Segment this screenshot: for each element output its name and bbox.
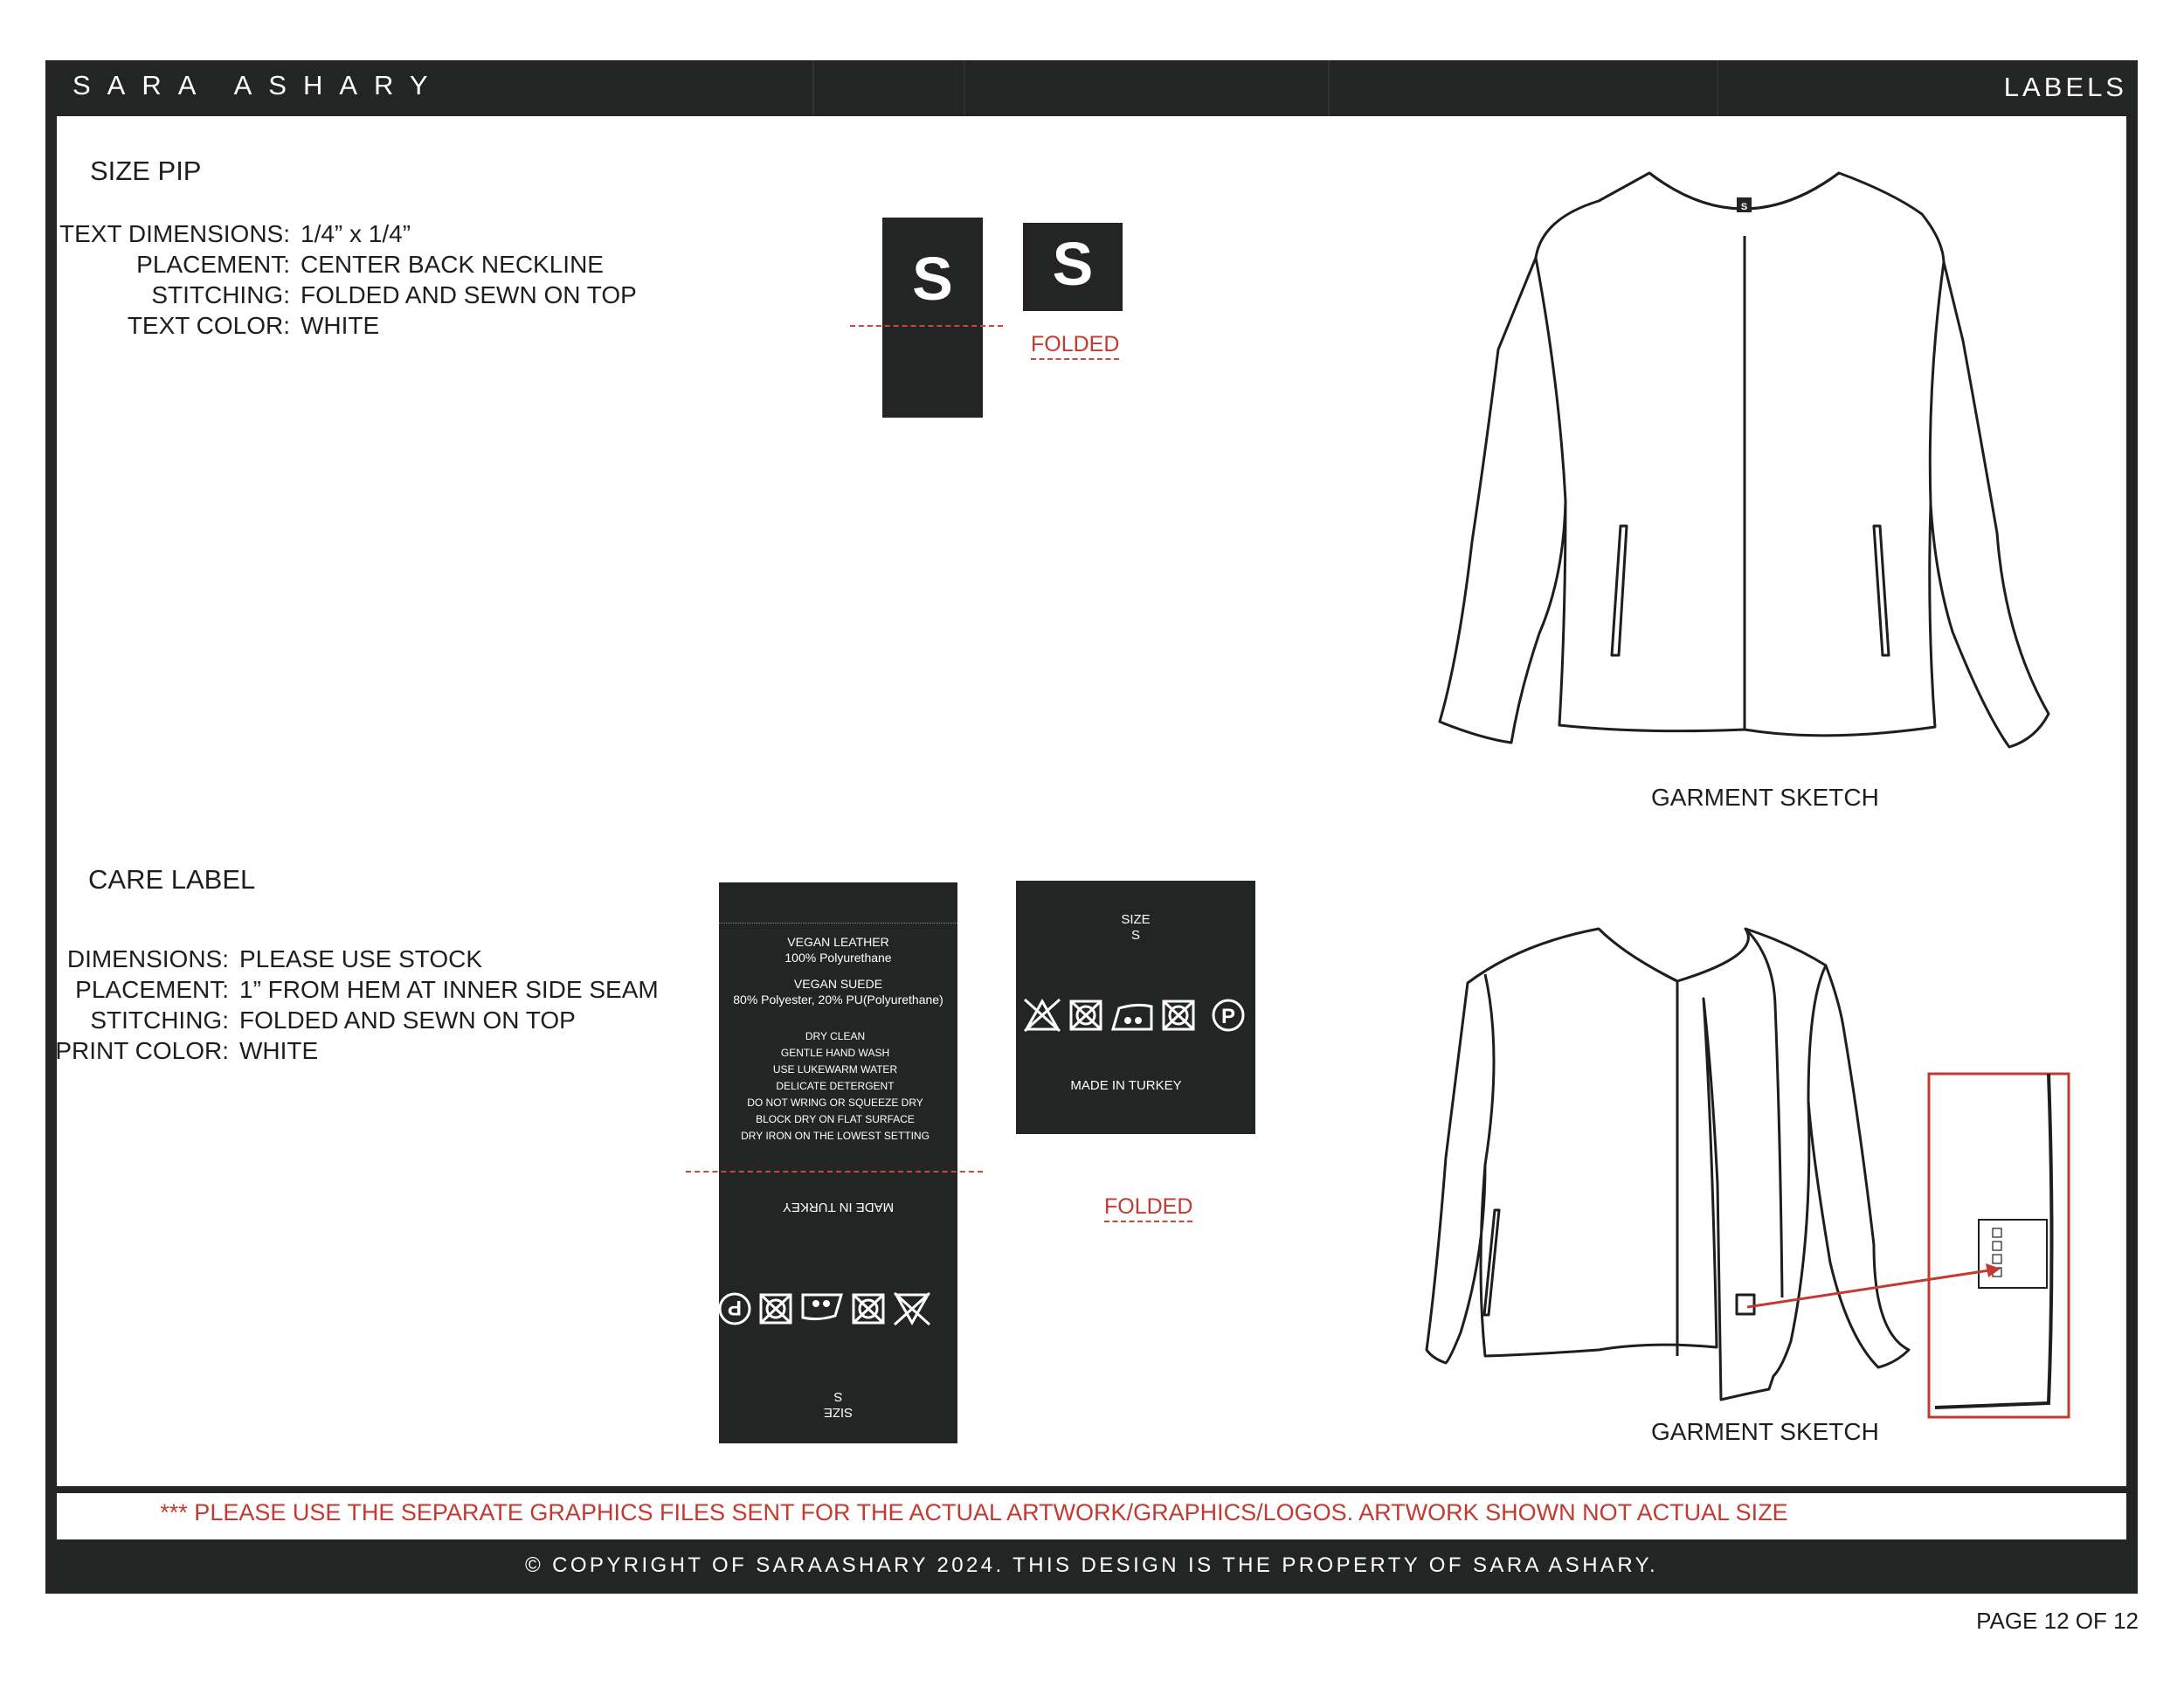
svg-text:P: P [1220, 1005, 1236, 1028]
do-not-tumble-dry-icon [1071, 1001, 1101, 1029]
care-spec-key: PLACEMENT: [75, 976, 229, 1003]
svg-text:S: S [1740, 202, 1748, 212]
care-label-unfolded [719, 882, 957, 1443]
care-label-back [719, 1188, 957, 1443]
garment-sketch-caption: GARMENT SKETCH [1651, 784, 1879, 811]
size-pip-spec-key: TEXT DIMENSIONS: [59, 220, 290, 247]
do-not-bleach-icon [1025, 1000, 1060, 1031]
size-pip-heading: SIZE PIP [90, 156, 202, 186]
callout-arrow [1738, 1258, 2018, 1328]
page-number: PAGE 12 OF 12 [1976, 1608, 2139, 1634]
garment-sketch-open [1424, 922, 1913, 1411]
stitch-line [719, 923, 957, 924]
origin-text: MADE IN TURKEY [1070, 1078, 1182, 1093]
size-pip-spec-key: PLACEMENT: [136, 251, 290, 278]
care-symbols [1016, 994, 1255, 1038]
section-title: LABELS [2003, 72, 2127, 102]
care-spec-key: PRINT COLOR: [55, 1037, 229, 1064]
iron-low-icon [803, 1295, 841, 1319]
fold-line [850, 325, 1003, 327]
header-divider [964, 60, 965, 116]
care-instruction: DELICATE DETERGENT [776, 1080, 895, 1092]
do-not-tumble-dry-icon [761, 1295, 791, 1323]
size-title: SIZE [823, 1405, 854, 1420]
size-pip-spec-key: STITCHING: [151, 281, 290, 308]
care-instruction: DRY IRON ON THE LOWEST SETTING [741, 1130, 930, 1142]
origin-text: MADE IN TURKEY [782, 1200, 895, 1214]
brand-name: SARA ASHARY [73, 70, 445, 100]
material-name: VEGAN SUEDE [793, 977, 883, 991]
care-label-folded [1016, 881, 1255, 1134]
folded-caption: FOLDED [1104, 1194, 1192, 1222]
size-title: SIZE [1121, 912, 1151, 927]
graphics-note: *** PLEASE USE THE SEPARATE GRAPHICS FILES SENT FOR THE ACTUAL ARTWORK/GRAPHICS/LOGOS. ARTWORK SHOWN NOT ACTUAL SIZE [160, 1499, 1788, 1525]
garment-sketch-front [1433, 166, 2062, 751]
care-instruction: BLOCK DRY ON FLAT SURFACE [756, 1113, 915, 1125]
care-spec-value: PLEASE USE STOCK [239, 945, 483, 972]
care-instruction: GENTLE HAND WASH [780, 1047, 890, 1059]
care-instruction: DRY CLEAN [805, 1030, 866, 1042]
size-pip-text: S [1052, 230, 1094, 298]
care-instruction: DO NOT WRING OR SQUEEZE DRY [747, 1097, 923, 1109]
header-divider [812, 60, 814, 116]
size-value: S [1130, 928, 1140, 943]
svg-text:P: P [727, 1296, 743, 1319]
fold-line [686, 1171, 983, 1173]
care-symbols [719, 1286, 957, 1330]
care-spec-key: STITCHING: [90, 1007, 229, 1034]
material-composition: 80% Polyester, 20% PU(Polyurethane) [733, 993, 943, 1007]
do-not-tumble-dry-icon [1164, 1001, 1193, 1029]
material-composition: 100% Polyurethane [784, 951, 892, 965]
size-pip-spec-value: FOLDED AND SEWN ON TOP [301, 281, 637, 308]
garment-sketch-caption: GARMENT SKETCH [1651, 1418, 1879, 1445]
size-pip-spec-value: WHITE [301, 312, 380, 339]
care-spec-value: FOLDED AND SEWN ON TOP [239, 1007, 576, 1034]
do-not-bleach-icon [895, 1293, 930, 1325]
header-divider [1328, 60, 1330, 116]
care-label-heading: CARE LABEL [88, 864, 256, 895]
header-divider [1717, 60, 1718, 116]
size-value: S [833, 1389, 843, 1404]
size-pip-spec-value: 1/4” x 1/4” [301, 220, 411, 247]
iron-low-icon [1113, 1005, 1151, 1029]
care-spec-key: DIMENSIONS: [66, 945, 229, 972]
size-pip-spec-value: CENTER BACK NECKLINE [301, 251, 604, 278]
care-instruction: USE LUKEWARM WATER [772, 1063, 898, 1076]
care-spec-value: WHITE [239, 1037, 319, 1064]
size-pip-unfolded [882, 218, 983, 418]
size-pip-text: S [912, 245, 953, 313]
material-name: VEGAN LEATHER [787, 935, 889, 949]
copyright-text: © COPYRIGHT OF SARAASHARY 2024. THIS DESIGN IS THE PROPERTY OF SARA ASHARY. [524, 1553, 1659, 1577]
do-not-tumble-dry-icon [854, 1295, 883, 1323]
care-spec-value: 1” FROM HEM AT INNER SIDE SEAM [239, 976, 659, 1003]
care-label-detail-inset [1926, 1071, 2084, 1421]
size-pip-spec-key: TEXT COLOR: [127, 312, 290, 339]
folded-caption: FOLDED [1031, 332, 1119, 360]
size-pip-folded [1023, 223, 1123, 311]
